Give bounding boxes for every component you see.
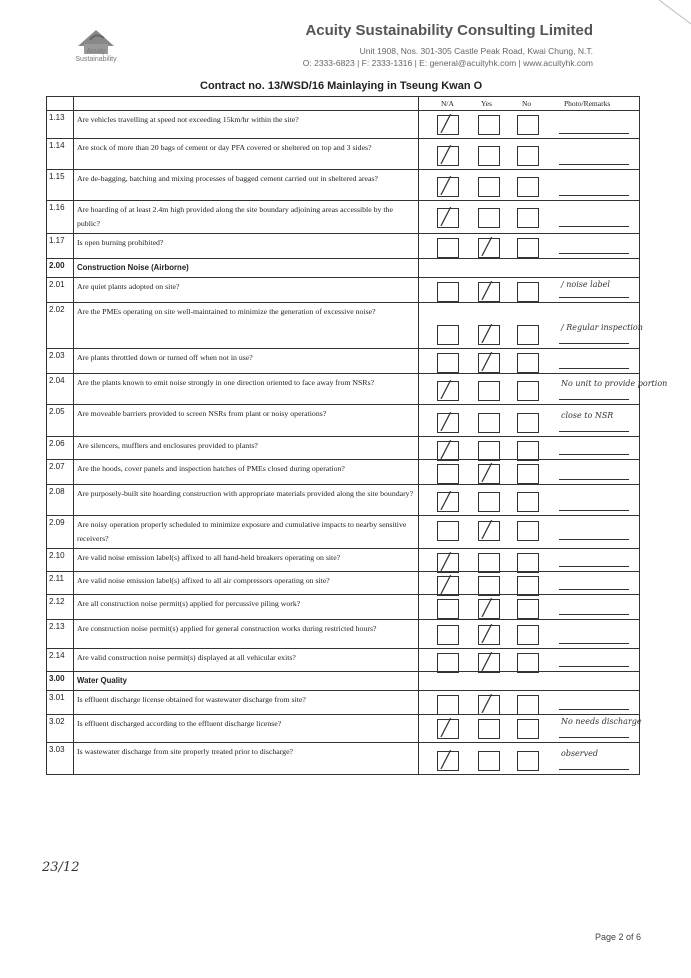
table-row <box>47 374 640 405</box>
item-question: Is wastewater discharge from site properly treated prior to discharge? <box>74 743 419 775</box>
header-question-cell <box>74 97 419 111</box>
item-number: 1.13 <box>47 111 74 139</box>
remark-line <box>559 709 629 710</box>
checkbox-na[interactable] <box>437 115 459 135</box>
item-options <box>419 201 640 234</box>
scan-corner-mark-icon <box>651 0 691 30</box>
checkbox-no[interactable] <box>517 115 539 135</box>
item-question: Are stock of more than 20 bags of cement or day PFA covered or sheltered on top and 3 sides? <box>74 139 419 170</box>
header-yes: Yes <box>481 99 492 108</box>
checkbox-no[interactable] <box>517 238 539 258</box>
letterhead <box>0 0 691 80</box>
checkbox-yes[interactable] <box>478 353 500 373</box>
checkbox-yes[interactable] <box>478 553 500 573</box>
checkbox-na[interactable] <box>437 492 459 512</box>
item-number: 2.07 <box>47 460 74 485</box>
table-row <box>47 201 640 234</box>
tick-mark-icon: ╱ <box>482 520 492 539</box>
item-question: Are purposely-built site hoarding construction with appropriate materials provided along the site boundary? <box>74 485 419 516</box>
checkbox-yes[interactable] <box>478 282 500 302</box>
tick-mark-icon: ╱ <box>441 145 451 164</box>
checkbox-no[interactable] <box>517 441 539 461</box>
table-row <box>47 405 640 437</box>
item-options <box>419 649 640 672</box>
item-number: 2.03 <box>47 349 74 374</box>
checkbox-no[interactable] <box>517 751 539 771</box>
remark-line <box>559 297 629 298</box>
item-number: 2.01 <box>47 278 74 303</box>
checkbox-na[interactable] <box>437 464 459 484</box>
item-options <box>419 374 668 405</box>
table-row <box>47 349 640 374</box>
checkbox-na[interactable] <box>437 238 459 258</box>
remark-line <box>559 368 629 369</box>
remark-line <box>559 769 629 770</box>
checkbox-na[interactable] <box>437 576 459 596</box>
checkbox-na[interactable] <box>437 208 459 228</box>
table-row <box>47 460 640 485</box>
checkbox-yes[interactable] <box>478 381 500 401</box>
checkbox-na[interactable] <box>437 625 459 645</box>
table-row <box>47 278 640 303</box>
company-name: Acuity Sustainability Consulting Limited <box>305 22 593 39</box>
handwritten-remark: observed <box>561 749 598 758</box>
item-question: Is effluent discharge license obtained for wastewater discharge from site? <box>74 691 419 715</box>
tick-mark-icon: ╱ <box>441 114 451 133</box>
item-options <box>419 170 640 201</box>
item-question: Are construction noise permit(s) applied for general construction works during restricted hours? <box>74 620 419 649</box>
tick-mark-icon: ╱ <box>441 750 451 769</box>
item-number: 2.14 <box>47 649 74 672</box>
item-options <box>419 620 640 649</box>
tick-mark-icon: ╱ <box>441 491 451 510</box>
tick-mark-icon: ╱ <box>482 624 492 643</box>
remark-line <box>559 253 629 254</box>
handwritten-remark: No needs discharge <box>561 717 642 726</box>
table-row <box>47 691 640 715</box>
table-row <box>47 620 640 649</box>
table-row <box>47 549 640 572</box>
item-options <box>419 672 640 691</box>
item-options <box>419 303 643 349</box>
checkbox-na[interactable] <box>437 146 459 166</box>
checkbox-no[interactable] <box>517 576 539 596</box>
checkbox-na[interactable] <box>437 413 459 433</box>
item-number: 3.03 <box>47 743 74 775</box>
checkbox-na[interactable] <box>437 653 459 673</box>
checkbox-na[interactable] <box>437 751 459 771</box>
remark-line <box>559 195 629 196</box>
section-row <box>47 259 640 278</box>
checkbox-na[interactable] <box>437 177 459 197</box>
checkbox-na[interactable] <box>437 521 459 541</box>
table-row <box>47 111 640 139</box>
item-number: 2.09 <box>47 516 74 549</box>
item-options <box>419 595 640 620</box>
item-options <box>419 234 640 259</box>
item-question: Are quiet plants adopted on site? <box>74 278 419 303</box>
tick-mark-icon: ╱ <box>482 652 492 671</box>
tick-mark-icon: ╱ <box>441 575 451 594</box>
remark-line <box>559 614 629 615</box>
tick-mark-icon: ╱ <box>441 440 451 459</box>
item-options <box>419 405 640 437</box>
table-row <box>47 234 640 259</box>
item-options <box>419 437 640 460</box>
checkbox-yes[interactable] <box>478 115 500 135</box>
item-options <box>419 516 640 549</box>
item-number: 2.11 <box>47 572 74 595</box>
item-question: Are valid noise emission label(s) affixed to all hand-held breakers operating on site? <box>74 549 419 572</box>
checkbox-no[interactable] <box>517 146 539 166</box>
handwritten-remark: close to NSR <box>561 411 614 420</box>
item-options <box>419 549 640 572</box>
item-options <box>419 278 640 303</box>
item-question: Are hoarding of at least 2.4m high provided along the site boundary adjoining areas accessible by the public? <box>74 201 419 234</box>
checkbox-na[interactable] <box>437 695 459 715</box>
remark-line <box>559 479 629 480</box>
table-row <box>47 715 640 743</box>
checkbox-no[interactable] <box>517 381 539 401</box>
item-number: 2.02 <box>47 303 74 349</box>
item-question: Are valid noise emission label(s) affixed to all air compressors operating on site? <box>74 572 419 595</box>
checkbox-yes[interactable] <box>478 521 500 541</box>
item-number: 1.17 <box>47 234 74 259</box>
item-options <box>419 715 640 743</box>
handwritten-remark: / Regular inspection <box>561 323 643 332</box>
checkbox-yes[interactable] <box>478 413 500 433</box>
tick-mark-icon: ╱ <box>441 176 451 195</box>
checkbox-na[interactable] <box>437 719 459 739</box>
checkbox-no[interactable] <box>517 208 539 228</box>
checkbox-yes[interactable] <box>478 464 500 484</box>
item-question: Are plants throttled down or turned off when not in use? <box>74 349 419 374</box>
table-row <box>47 595 640 620</box>
checkbox-yes[interactable] <box>478 599 500 619</box>
checkbox-yes[interactable] <box>478 719 500 739</box>
header-no: No <box>522 99 532 108</box>
item-question: Are the hoods, cover panels and inspection hatches of PMEs closed during operation? <box>74 460 419 485</box>
checkbox-no[interactable] <box>517 553 539 573</box>
checkbox-yes[interactable] <box>478 208 500 228</box>
remark-line <box>559 431 629 432</box>
tick-mark-icon: ╱ <box>482 281 492 300</box>
tick-mark-icon: ╱ <box>441 412 451 431</box>
item-options <box>419 485 640 516</box>
remark-line <box>559 539 629 540</box>
section-title: Construction Noise (Airborne) <box>74 259 419 278</box>
header-na: N/A <box>441 99 454 108</box>
item-number: 2.00 <box>47 259 74 278</box>
handwritten-remark: / noise label <box>561 280 610 289</box>
checkbox-yes[interactable] <box>478 625 500 645</box>
remark-line <box>559 666 629 667</box>
tick-mark-icon: ╱ <box>441 552 451 571</box>
checkbox-na[interactable] <box>437 325 459 345</box>
item-number: 3.01 <box>47 691 74 715</box>
tick-mark-icon: ╱ <box>482 237 492 256</box>
item-number: 2.04 <box>47 374 74 405</box>
item-number: 2.08 <box>47 485 74 516</box>
item-options <box>419 139 640 170</box>
header-remarks: Photo/Remarks <box>564 99 611 108</box>
checkbox-no[interactable] <box>517 325 539 345</box>
tick-mark-icon: ╱ <box>482 694 492 713</box>
item-options <box>419 349 640 374</box>
item-number: 2.06 <box>47 437 74 460</box>
item-number: 3.00 <box>47 672 74 691</box>
item-question: Are noisy operation properly scheduled to minimize exposure and cumulative impacts to nearby sensitive receivers? <box>74 516 419 549</box>
page-number: Page 2 of 6 <box>594 932 641 942</box>
checkbox-no[interactable] <box>517 492 539 512</box>
item-number: 1.15 <box>47 170 74 201</box>
checkbox-yes[interactable] <box>478 238 500 258</box>
table-row <box>47 485 640 516</box>
checkbox-yes[interactable] <box>478 441 500 461</box>
item-number: 2.13 <box>47 620 74 649</box>
contract-title: Contract no. 13/WSD/16 Mainlaying in Tseung Kwan O <box>200 80 483 92</box>
section-row <box>47 672 640 691</box>
item-options <box>419 691 640 715</box>
item-options <box>419 111 640 139</box>
item-question: Are all construction noise permit(s) applied for percussive piling work? <box>74 595 419 620</box>
item-options <box>419 259 640 278</box>
checkbox-na[interactable] <box>437 353 459 373</box>
checkbox-na[interactable] <box>437 381 459 401</box>
remark-line <box>559 454 629 455</box>
checkbox-yes[interactable] <box>478 653 500 673</box>
remark-line <box>559 566 629 567</box>
checkbox-no[interactable] <box>517 599 539 619</box>
item-question: Are silencers, mufflers and enclosures provided to plants? <box>74 437 419 460</box>
checkbox-yes[interactable] <box>478 325 500 345</box>
item-number: 2.05 <box>47 405 74 437</box>
item-number: 2.12 <box>47 595 74 620</box>
tick-mark-icon: ╱ <box>482 352 492 371</box>
remark-line <box>559 399 629 400</box>
checkbox-yes[interactable] <box>478 177 500 197</box>
tick-mark-icon: ╱ <box>482 463 492 482</box>
remark-line <box>559 343 629 344</box>
item-number: 1.14 <box>47 139 74 170</box>
item-number: 1.16 <box>47 201 74 234</box>
checkbox-no[interactable] <box>517 521 539 541</box>
logo-text-line1: Acuity <box>86 48 106 55</box>
remark-line <box>559 737 629 738</box>
tick-mark-icon: ╱ <box>441 380 451 399</box>
item-question: Are de-bagging, batching and mixing processes of bagged cement carried out in sheltered areas? <box>74 170 419 201</box>
section-title: Water Quality <box>74 672 419 691</box>
table-row <box>47 139 640 170</box>
table-row <box>47 649 640 672</box>
item-question: Are vehicles travelling at speed not exceeding 15km/hr within the site? <box>74 111 419 139</box>
item-question: Are the plants known to emit noise strongly in one direction oriented to face away from NSRs? <box>74 374 419 405</box>
checkbox-na[interactable] <box>437 441 459 461</box>
checkbox-yes[interactable] <box>478 751 500 771</box>
tick-mark-icon: ╱ <box>441 718 451 737</box>
checkbox-yes[interactable] <box>478 492 500 512</box>
tick-mark-icon: ╱ <box>482 324 492 343</box>
item-question: Are valid construction noise permit(s) displayed at all vehicular exits? <box>74 649 419 672</box>
tick-mark-icon: ╱ <box>482 598 492 617</box>
header-options-cell <box>419 97 640 111</box>
item-question: Are the PMEs operating on site well-maintained to minimize the generation of excessive noise? <box>74 303 419 349</box>
checkbox-yes[interactable] <box>478 576 500 596</box>
checkbox-no[interactable] <box>517 282 539 302</box>
item-options <box>419 460 640 485</box>
table-row <box>47 572 640 595</box>
checkbox-no[interactable] <box>517 177 539 197</box>
remark-line <box>559 643 629 644</box>
table-row <box>47 743 640 775</box>
checkbox-yes[interactable] <box>478 695 500 715</box>
table-row <box>47 437 640 460</box>
header-no-cell <box>47 97 74 111</box>
item-options <box>419 743 640 775</box>
handwritten-date: 23/12 <box>42 860 80 875</box>
table-row <box>47 516 640 549</box>
checkbox-no[interactable] <box>517 625 539 645</box>
item-options <box>419 572 640 595</box>
checkbox-no[interactable] <box>517 695 539 715</box>
checkbox-no[interactable] <box>517 719 539 739</box>
logo-text-line2: Sustainability <box>75 56 117 63</box>
table-header-row <box>47 97 640 111</box>
item-number: 2.10 <box>47 549 74 572</box>
checkbox-yes[interactable] <box>478 146 500 166</box>
checkbox-na[interactable] <box>437 599 459 619</box>
handwritten-remark: No unit to provide portion <box>561 379 668 388</box>
remark-line <box>559 226 629 227</box>
tick-mark-icon: ╱ <box>441 207 451 226</box>
checkbox-no[interactable] <box>517 464 539 484</box>
item-question: Are moveable barriers provided to screen NSRs from plant or noisy operations? <box>74 405 419 437</box>
checkbox-na[interactable] <box>437 553 459 573</box>
checkbox-no[interactable] <box>517 653 539 673</box>
item-number: 3.02 <box>47 715 74 743</box>
item-question: Is effluent discharged according to the effluent discharge license? <box>74 715 419 743</box>
table-row <box>47 170 640 201</box>
item-question: Is open burning prohibited? <box>74 234 419 259</box>
company-contact: O: 2333-6823 | F: 2333-1316 | E: general@acuityhk.com | www.acuityhk.com <box>302 58 593 68</box>
checkbox-na[interactable] <box>437 282 459 302</box>
checkbox-no[interactable] <box>517 353 539 373</box>
checklist-table <box>46 96 668 775</box>
remark-line <box>559 510 629 511</box>
remark-line <box>559 589 629 590</box>
checkbox-no[interactable] <box>517 413 539 433</box>
company-address: Unit 1908, Nos. 301-305 Castle Peak Road, Kwai Chung, N.T. <box>359 46 593 56</box>
remark-line <box>559 133 629 134</box>
table-row <box>47 303 640 349</box>
logo-text <box>66 48 126 64</box>
remark-line <box>559 164 629 165</box>
